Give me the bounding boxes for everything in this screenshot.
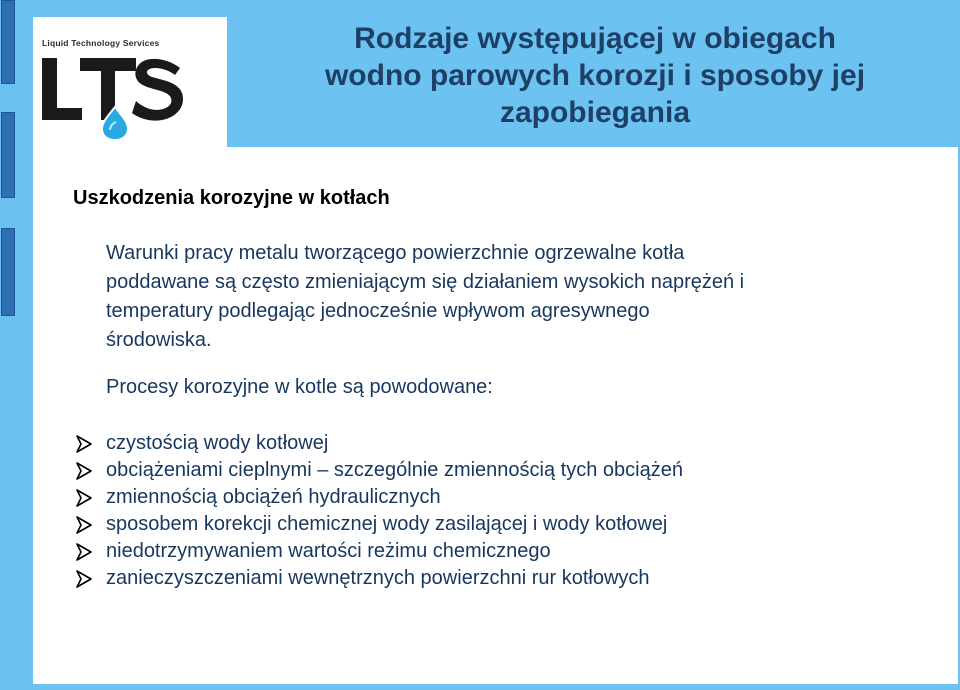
arrow-bullet-icon xyxy=(74,515,94,535)
left-decor-bar xyxy=(1,0,15,84)
list-item-text: zanieczyszczeniami wewnętrznych powierzchni rur kotłowych xyxy=(106,567,650,589)
paragraph-line: poddawane są często zmieniającym się działaniem wysokich naprężeń i xyxy=(106,271,745,293)
lts-logo-mark xyxy=(40,52,190,140)
list-item xyxy=(74,511,683,538)
list-item-text: zmiennością obciążeń hydraulicznych xyxy=(106,486,441,508)
arrow-bullet-icon xyxy=(74,542,94,562)
list-item xyxy=(74,565,683,592)
list-item-text: czystością wody kotłowej xyxy=(106,432,329,454)
title-line: Rodzaje występującej w obiegach xyxy=(354,22,836,55)
paragraph-line: temperatury podlegając jednocześnie wpływom agresywnego xyxy=(106,300,650,322)
paragraph-line: Warunki pracy metalu tworzącego powierzchnie ogrzewalne kotła xyxy=(106,242,685,264)
list-item-text: sposobem korekcji chemicznej wody zasilającej i wody kotłowej xyxy=(106,513,668,535)
page-title xyxy=(235,20,955,131)
left-decor-bar xyxy=(1,112,15,198)
list-item xyxy=(74,538,683,565)
title-line: zapobiegania xyxy=(499,96,691,129)
causes-intro: Procesy korozyjne w kotle są powodowane: xyxy=(106,376,493,398)
arrow-bullet-icon xyxy=(74,488,94,508)
list-item xyxy=(74,457,683,484)
list-item xyxy=(74,430,683,457)
paragraph-line: środowiska. xyxy=(106,329,212,351)
left-decor-strip xyxy=(0,0,33,690)
bottom-decor-strip xyxy=(0,684,960,690)
arrow-bullet-icon xyxy=(74,569,94,589)
list-item-text: niedotrzymywaniem wartości reżimu chemicznego xyxy=(106,540,551,562)
arrow-bullet-icon xyxy=(74,434,94,454)
section-heading: Uszkodzenia korozyjne w kotłach xyxy=(73,187,390,209)
left-decor-bar xyxy=(1,228,15,316)
causes-list xyxy=(74,430,683,592)
title-line: wodno parowych korozji i sposoby jej xyxy=(324,59,866,92)
logo-caption: Liquid Technology Services xyxy=(42,38,160,48)
list-item-text: obciążeniami cieplnymi – szczególnie zmiennością tych obciążeń xyxy=(106,459,683,481)
list-item xyxy=(74,484,683,511)
arrow-bullet-icon xyxy=(74,461,94,481)
description-paragraph xyxy=(106,239,906,355)
